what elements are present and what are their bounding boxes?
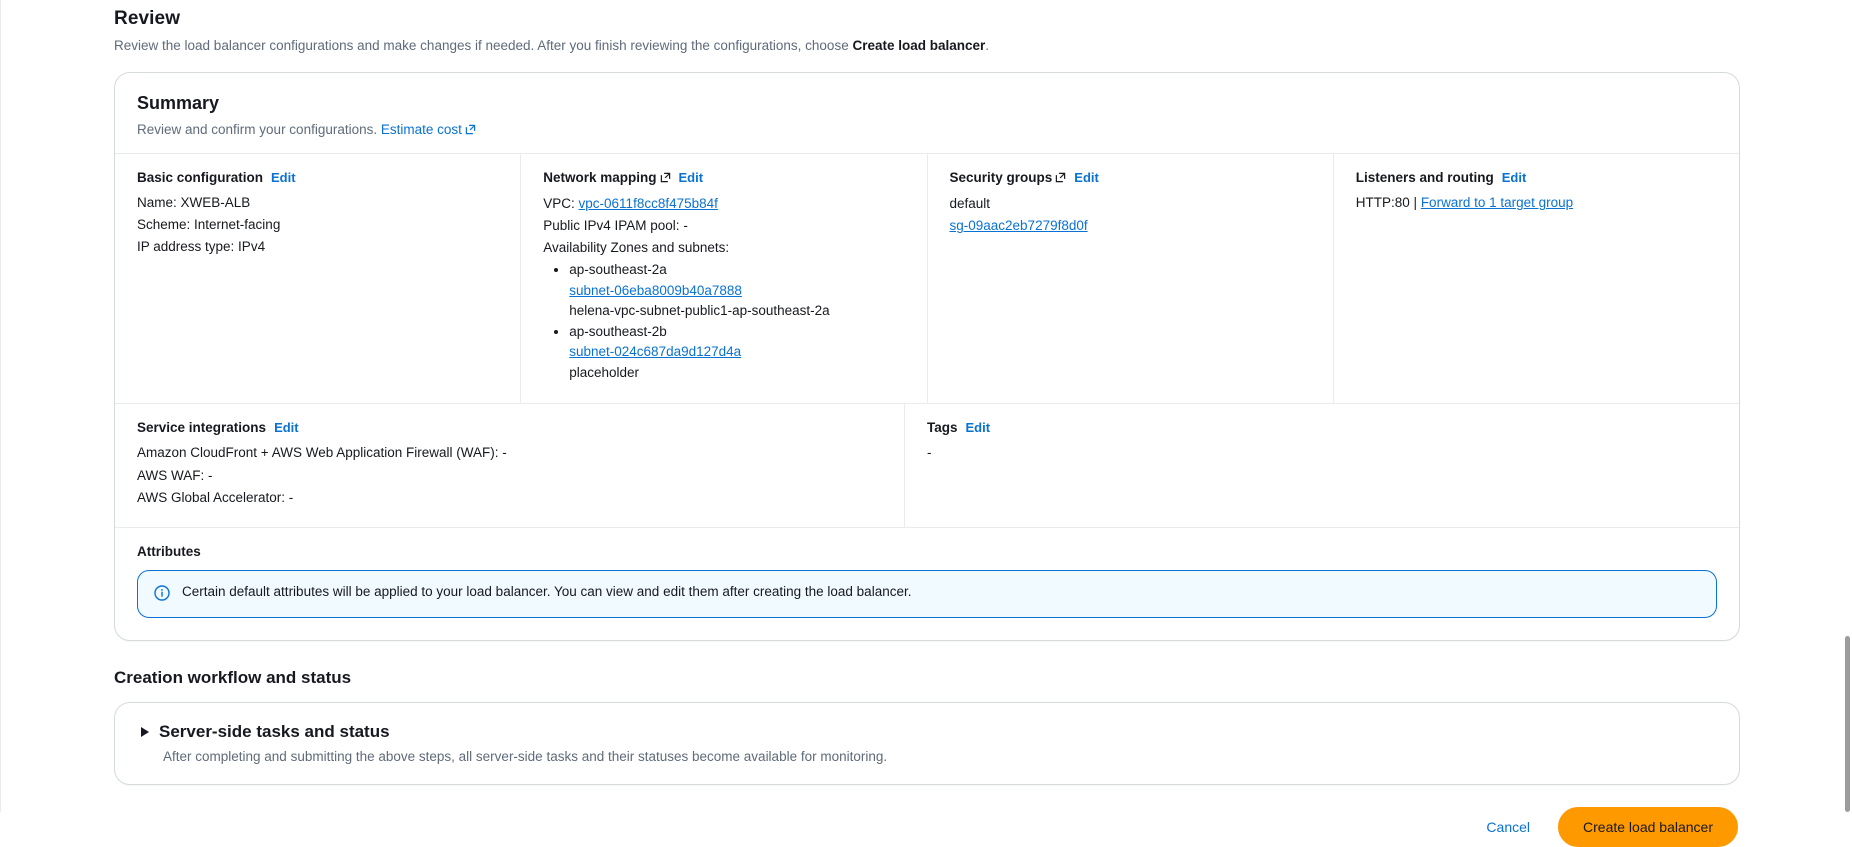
attributes-heading: Attributes [137,543,201,559]
summary-subtitle-text: Review and confirm your configurations. [137,122,378,138]
az-subnet-name-2: placeholder [569,364,640,380]
vertical-scrollbar[interactable] [1845,636,1850,812]
listeners-routing-column [1334,154,1739,403]
summary-card [114,72,1740,640]
service-integrations-column [115,404,905,526]
listeners-routing-edit-link[interactable]: Edit [1501,170,1527,186]
tags-column [905,404,1739,526]
server-side-tasks-title: Server-side tasks and status [159,721,390,741]
aws-waf-line: AWS WAF: - [137,467,213,483]
security-groups-external-icon [1055,171,1066,186]
page-content [114,0,1740,847]
service-integrations-heading-label: Service integrations [137,420,267,436]
security-group-name: default [949,196,991,212]
network-mapping-heading-label: Network mapping [543,170,657,186]
basic-config-ip-type: IP address type: IPv4 [137,239,266,255]
tags-value: - [927,445,932,461]
network-mapping-external-icon [660,171,671,186]
page-description-suffix: . [985,38,990,53]
subnet-link-2[interactable]: subnet-024c687da9d127d4a [569,344,742,360]
summary-columns [115,153,1739,403]
server-side-tasks-card [114,702,1740,785]
summary-second-row [115,403,1739,526]
external-link-icon [465,123,476,138]
info-icon [154,585,170,604]
footer-actions [114,807,1740,847]
basic-config-scheme: Scheme: Internet-facing [137,217,281,233]
cancel-button[interactable]: Cancel [1476,811,1540,843]
vpc-link[interactable]: vpc-0611f8cc8f475b84f [578,196,718,212]
security-groups-column [928,154,1334,403]
basic-configuration-values [137,192,500,257]
listeners-routing-values [1356,192,1719,213]
network-mapping-heading [543,170,906,186]
az-subnet-link-wrap-1 [569,281,906,302]
basic-configuration-column [115,154,521,403]
page-description-bold: Create load balancer [852,38,986,53]
basic-configuration-heading [137,170,500,185]
page-description [114,37,1740,55]
summary-title: Summary [137,93,220,114]
server-side-tasks-toggle[interactable] [137,722,1717,742]
attributes-info-alert [137,570,1717,618]
attributes-alert-text: Certain default attributes will be applied to your load balancer. You can view and edit them after creating the load balancer. [182,583,912,599]
target-group-link[interactable]: Forward to 1 target group [1420,195,1574,211]
cloudfront-waf-line: Amazon CloudFront + AWS Web Application Firewall (WAF): - [137,445,507,461]
list-item [569,260,906,322]
listeners-routing-heading [1356,170,1719,185]
list-item [569,322,906,384]
az-subnet-name-1: helena-vpc-subnet-public1-ap-southeast-2a [569,303,830,319]
network-mapping-edit-link[interactable]: Edit [678,170,704,186]
service-integrations-heading [137,420,884,435]
security-group-id-row [950,215,1313,236]
server-side-tasks-description: After completing and submitting the above steps, all server-side tasks and their statuses become available for monitoring. [163,748,888,764]
chevron-right-icon[interactable] [141,727,149,737]
security-groups-heading-label: Security groups [949,170,1053,186]
basic-configuration-edit-link[interactable]: Edit [271,170,296,186]
basic-config-name: Name: XWEB-ALB [137,195,251,211]
vpc-label: VPC: [543,196,575,212]
estimate-cost-label: Estimate cost [380,122,462,138]
global-accelerator-line: AWS Global Accelerator: - [137,489,294,505]
estimate-cost-link[interactable] [381,122,476,137]
attributes-section [115,527,1739,640]
listener-row [1356,192,1719,213]
service-integrations-values [137,442,884,507]
page-description-prefix: Review the load balancer configurations and make changes if needed. After you finish reviewing the configurations, choose [114,38,853,53]
security-group-link[interactable]: sg-09aac2eb7279f8d0f [949,218,1088,234]
az-name-1: ap-southeast-2a [569,262,667,278]
security-groups-edit-link[interactable]: Edit [1074,170,1099,186]
summary-subtitle [137,122,1717,138]
tags-values [927,442,1719,463]
service-integrations-edit-link[interactable]: Edit [274,420,299,436]
az-subnet-link-wrap-2 [569,342,906,363]
basic-configuration-heading-label: Basic configuration [137,170,264,186]
listener-protocol-port: HTTP:80 [1355,195,1410,211]
ipam-pool-row: Public IPv4 IPAM pool: - [543,218,688,234]
subnet-link-1[interactable]: subnet-06eba8009b40a7888 [569,282,742,298]
security-groups-values [950,193,1313,236]
page-title: Review [114,8,181,29]
availability-zones-list [543,260,906,383]
availability-zones-label: Availability Zones and subnets: [543,240,730,256]
tags-heading-label: Tags [927,420,958,436]
summary-card-header [115,73,1739,138]
left-divider [0,0,1,812]
az-name-2: ap-southeast-2b [569,323,667,339]
create-load-balancer-button[interactable]: Create load balancer [1558,807,1738,847]
network-mapping-values [543,193,906,383]
creation-workflow-heading: Creation workflow and status [114,667,352,687]
network-mapping-column [521,154,927,403]
tags-edit-link[interactable]: Edit [965,420,991,436]
tags-heading [927,420,1719,435]
security-groups-heading [950,170,1313,186]
vpc-row [543,193,906,214]
listener-separator: | [1413,195,1418,211]
listeners-routing-heading-label: Listeners and routing [1355,170,1494,186]
